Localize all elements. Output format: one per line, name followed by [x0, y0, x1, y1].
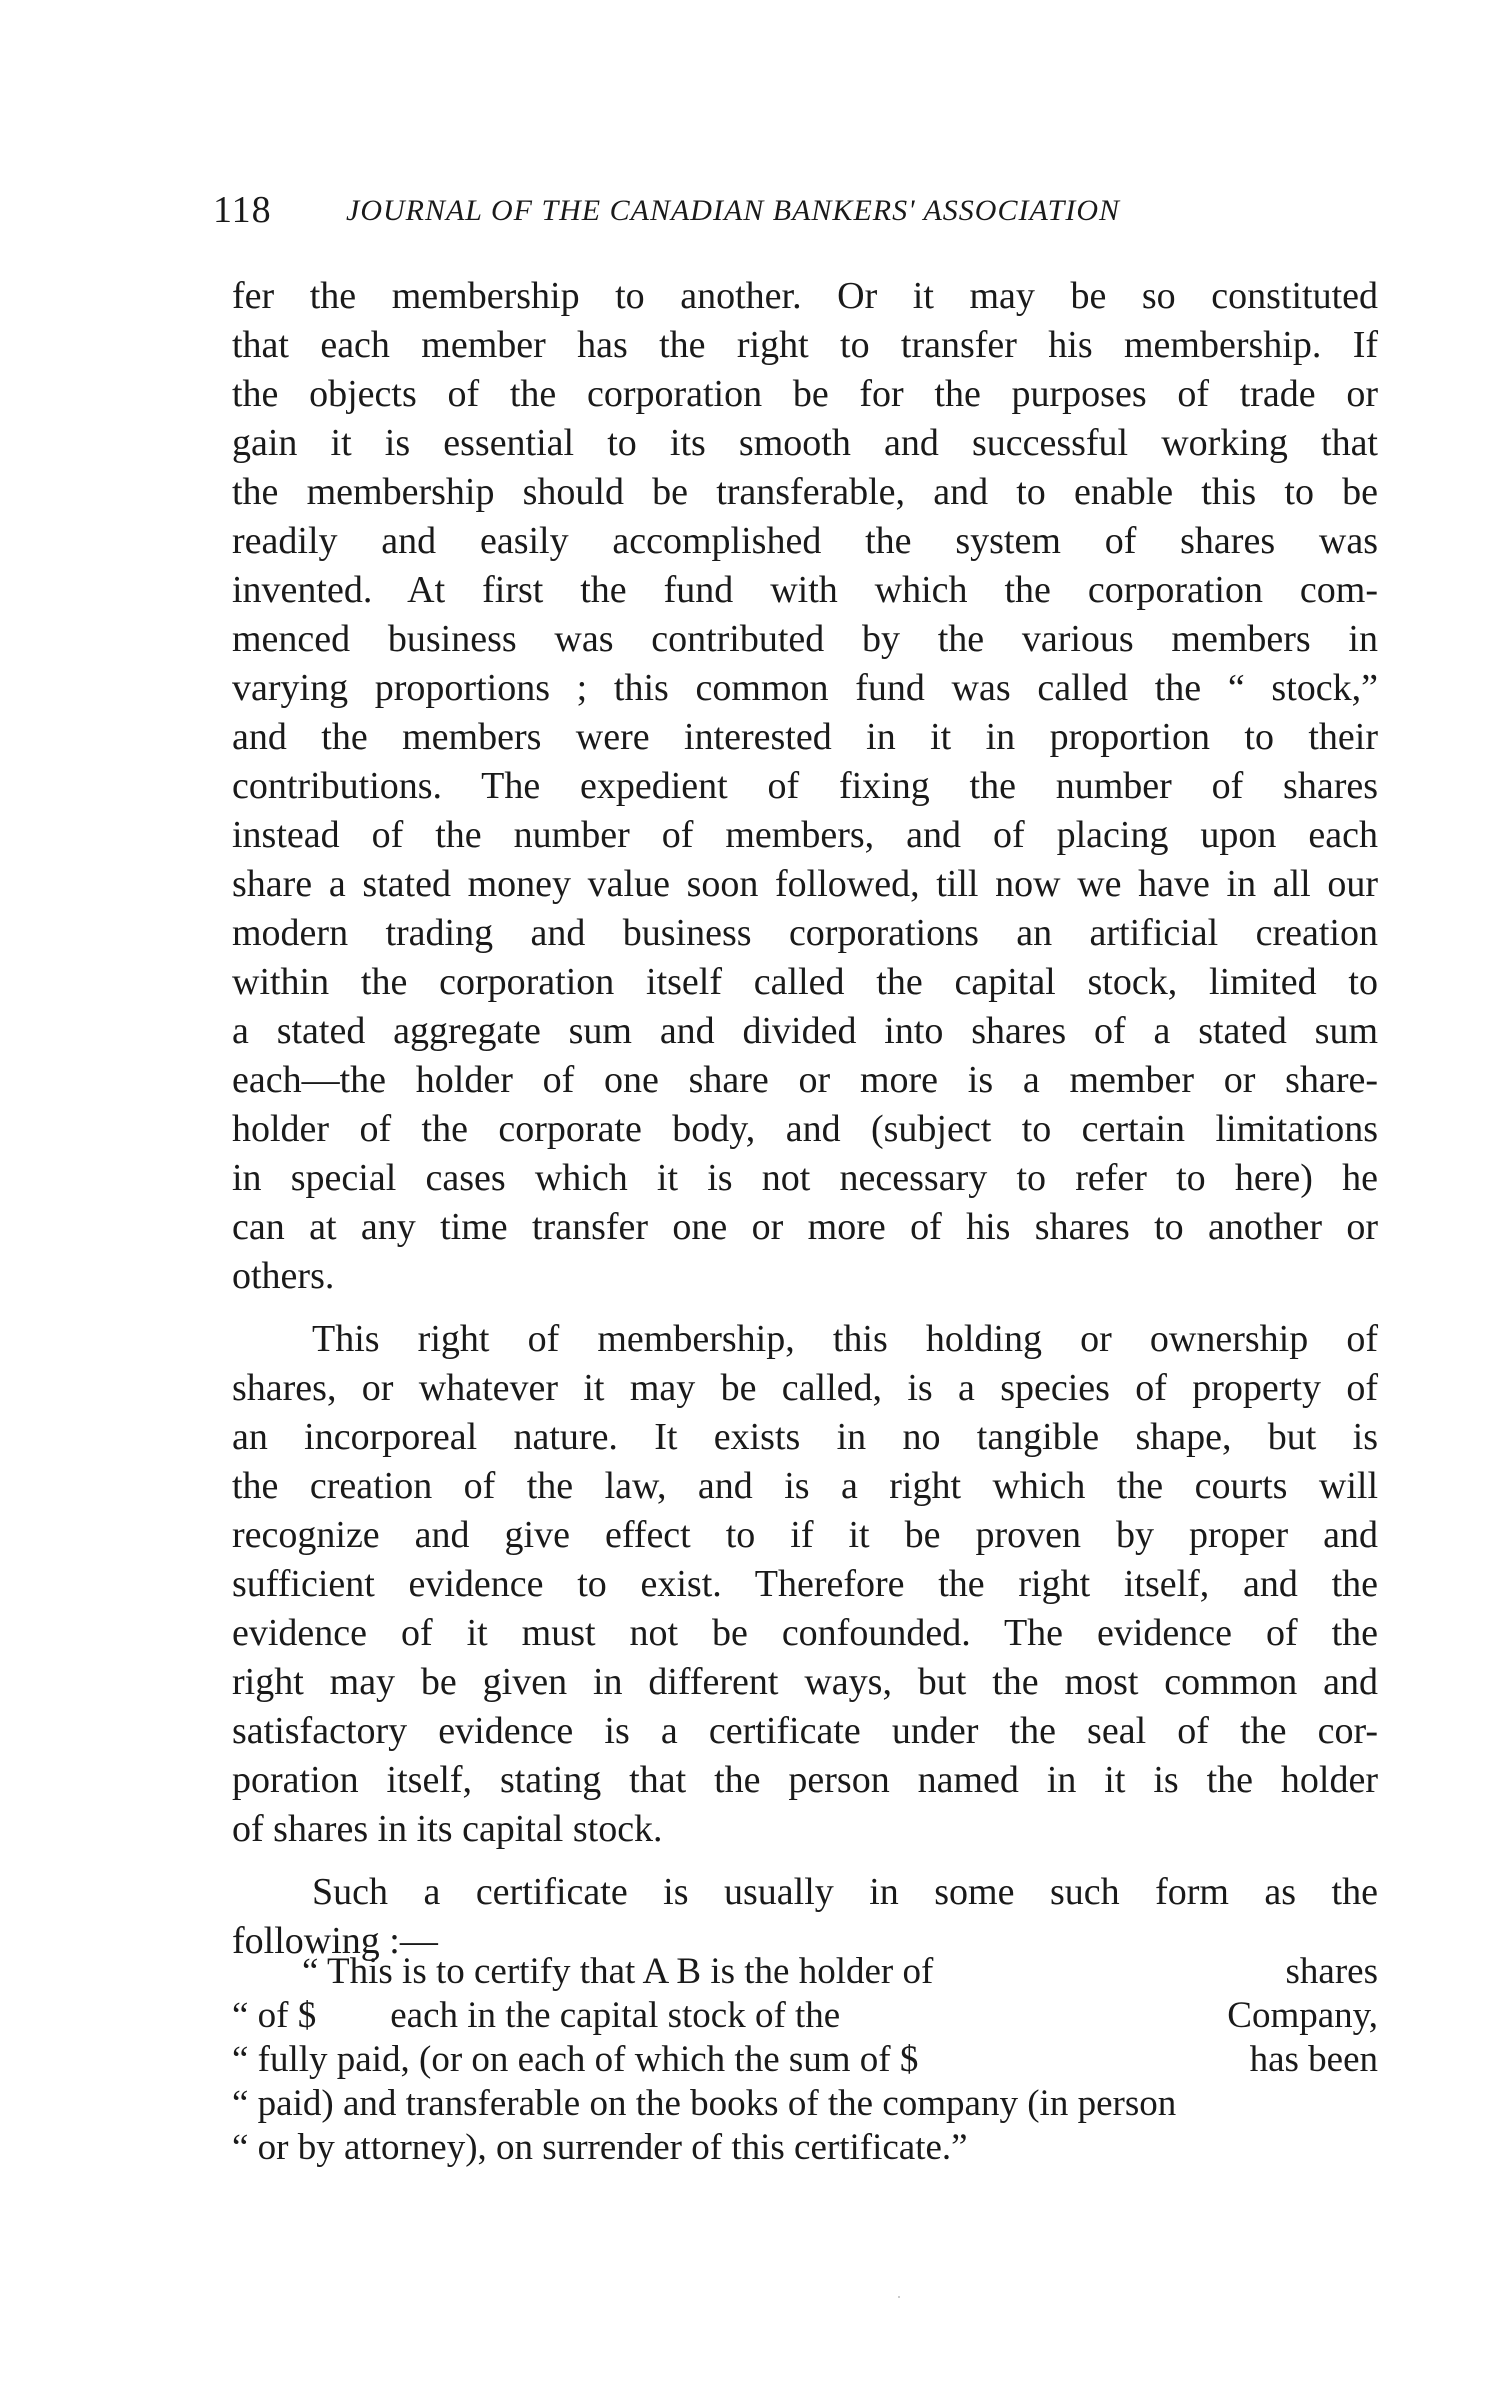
- text-line: sufficient evidence to exist. Therefore the right itself, and the: [232, 1563, 1378, 1605]
- quote-line-text: “ fully paid, (or on each of which the sum of $: [232, 2039, 919, 2080]
- quote-line: [232, 2082, 1378, 2126]
- quote-line: [232, 1994, 1378, 2038]
- text-line: recognize and give effect to if it be proven by proper and: [232, 1514, 1378, 1556]
- text-line: gain it is essential to its smooth and successful working that: [232, 422, 1378, 464]
- quote-line-end: shares: [1285, 1951, 1378, 1992]
- text-line: that each member has the right to transfer his membership. If: [232, 324, 1378, 366]
- text-line: share a stated money value soon followed, till now we have in all our: [232, 863, 1378, 905]
- text-line: can at any time transfer one or more of his shares to another or: [232, 1206, 1378, 1248]
- text-line: poration itself, stating that the person named in it is the holder: [232, 1759, 1378, 1801]
- text-line: shares, or whatever it may be called, is a species of property of: [232, 1367, 1378, 1409]
- text-line: following :—: [232, 1920, 438, 1962]
- quote-line-end: has been: [1249, 2039, 1378, 2080]
- text-line: modern trading and business corporations an artificial creation: [232, 912, 1378, 954]
- paragraph-2: [232, 1315, 1378, 1854]
- text-line: the objects of the corporation be for the purposes of trade or: [232, 373, 1378, 415]
- text-line: the creation of the law, and is a right which the courts will: [232, 1465, 1378, 1507]
- text-line: contributions. The expedient of fixing the number of shares: [232, 765, 1378, 807]
- quote-line-text: “ paid) and transferable on the books of the company (in person: [232, 2083, 1177, 2124]
- text-line: holder of the corporate body, and (subject to certain limitations: [232, 1108, 1378, 1150]
- text-line: evidence of it must not be confounded. The evidence of the: [232, 1612, 1378, 1654]
- text-line: each—the holder of one share or more is a member or share-: [232, 1059, 1378, 1101]
- paragraph-gap: [232, 1301, 1378, 1315]
- paragraph-1: [232, 272, 1378, 1301]
- quote-line: [232, 2126, 1378, 2170]
- text-line: menced business was contributed by the various members in: [232, 618, 1378, 660]
- text-line: an incorporeal nature. It exists in no tangible shape, but is: [232, 1416, 1378, 1458]
- text-line: in special cases which it is not necessary to refer to here) he: [232, 1157, 1378, 1199]
- text-line: This right of membership, this holding or ownership of: [312, 1318, 1378, 1360]
- quote-line-text: “ This is to certify that A B is the holder of: [302, 1951, 934, 1992]
- text-line: readily and easily accomplished the system of shares was: [232, 520, 1378, 562]
- running-header: [213, 188, 1393, 238]
- quote-line-text: “ of $ each in the capital stock of the: [232, 1995, 841, 2036]
- text-line: the membership should be transferable, and to enable this to be: [232, 471, 1378, 513]
- quote-line: [232, 2038, 1378, 2082]
- text-line: of shares in its capital stock.: [232, 1808, 663, 1850]
- text-line: and the members were interested in it in proportion to their: [232, 716, 1378, 758]
- text-line: instead of the number of members, and of placing upon each: [232, 814, 1378, 856]
- journal-title: JOURNAL OF THE CANADIAN BANKERS' ASSOCIATION: [346, 194, 1121, 227]
- quote-line-end: Company,: [1227, 1995, 1378, 2036]
- quote-line: [232, 1950, 1378, 1994]
- text-line: Such a certificate is usually in some such form as the: [312, 1871, 1378, 1913]
- scan-speck: [898, 2296, 900, 2298]
- text-line: right may be given in different ways, but the most common and: [232, 1661, 1378, 1703]
- text-line: fer the membership to another. Or it may be so constituted: [232, 275, 1378, 317]
- body-text: [232, 272, 1378, 1966]
- page-number: 118: [213, 189, 272, 231]
- quote-line-text: “ or by attorney), on surrender of this certificate.”: [232, 2127, 968, 2168]
- text-line: varying proportions ; this common fund was called the “ stock,”: [232, 667, 1378, 709]
- text-line: others.: [232, 1255, 335, 1297]
- text-line: invented. At first the fund with which the corporation com-: [232, 569, 1378, 611]
- text-line: within the corporation itself called the capital stock, limited to: [232, 961, 1378, 1003]
- text-line: satisfactory evidence is a certificate under the seal of the cor-: [232, 1710, 1378, 1752]
- paragraph-gap: [232, 1854, 1378, 1868]
- text-line: a stated aggregate sum and divided into shares of a stated sum: [232, 1010, 1378, 1052]
- certificate-quote: [232, 1950, 1378, 2170]
